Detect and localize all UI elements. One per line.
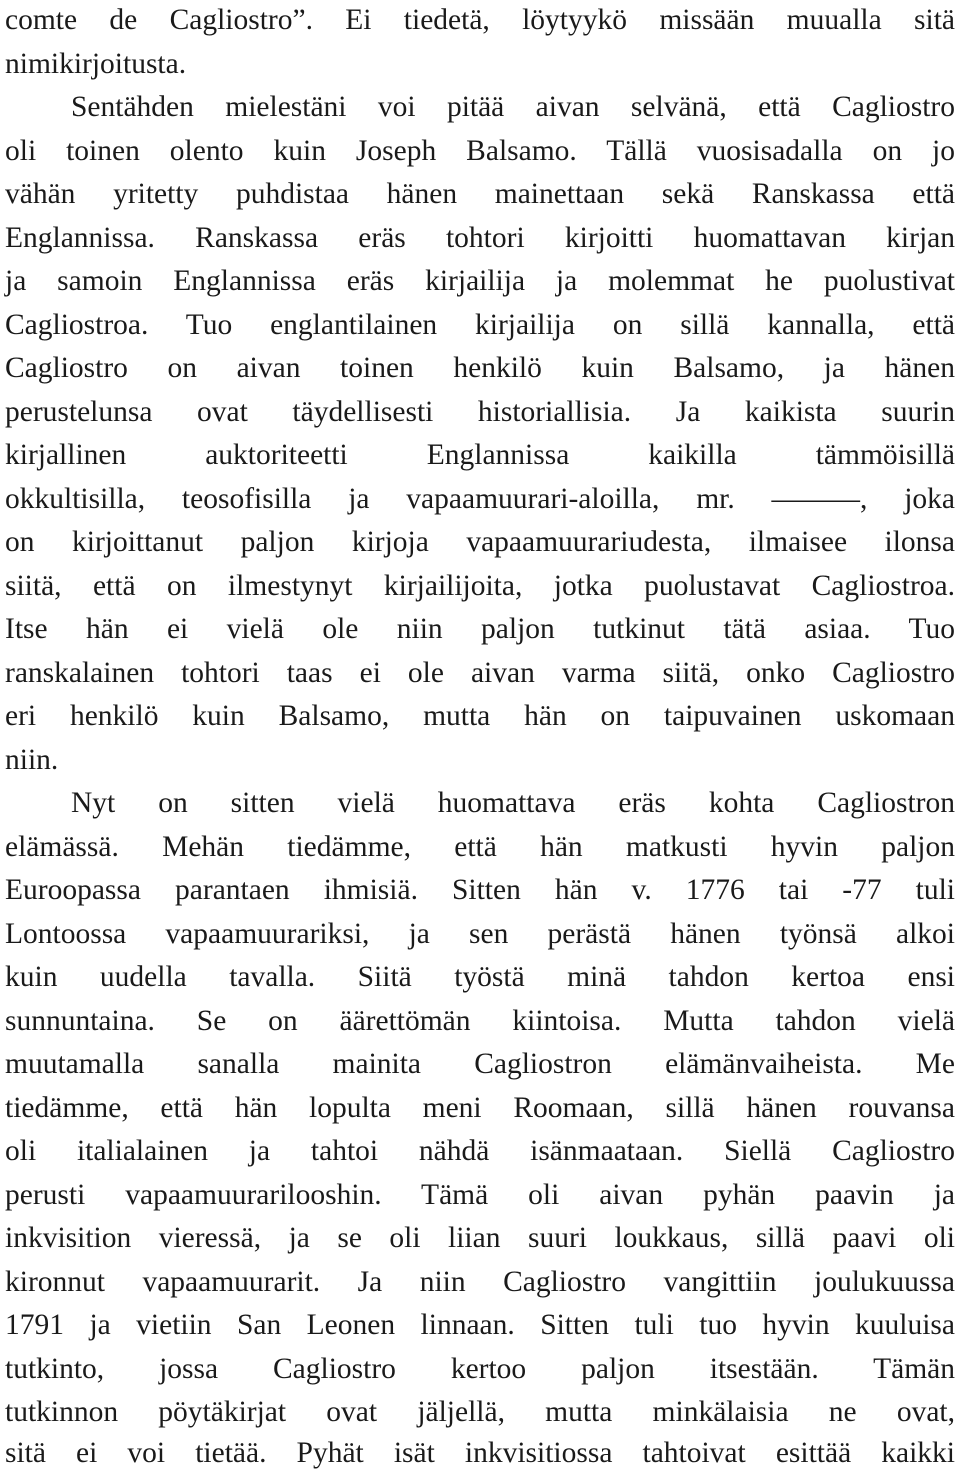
- text-line: Cagliostroa. Tuo englantilainen kirjailija on sillä kannalla, että: [5, 308, 955, 341]
- text-line: kironnut vapaamuurarit. Ja niin Cagliostro vangittiin joulukuussa: [5, 1265, 955, 1298]
- text-line: nimikirjoitusta.: [5, 47, 187, 80]
- text-line: Cagliostro on aivan toinen henkilö kuin Balsamo, ja hänen: [5, 352, 955, 384]
- text-line: kuin uudella tavalla. Siitä työstä minä tahdon kertoa ensi: [5, 961, 955, 993]
- text-line: Euroopassa parantaen ihmisiä. Sitten hän v. 1776 tai -77 tuli: [5, 874, 955, 906]
- text-line: ja samoin Englannissa eräs kirjailija ja molemmat he puolustivat: [5, 265, 955, 297]
- text-line: Nyt on sitten vielä huomattava eräs kohta Cagliostron: [71, 787, 955, 819]
- text-line: ranskalainen tohtori taas ei ole aivan varma siitä, onko Cagliostro: [5, 656, 955, 689]
- text-line: kirjallinen auktoriteetti Englannissa kaikilla tämmöisillä: [5, 439, 955, 471]
- text-line: Sentähden mielestäni voi pitää aivan selvänä, että Cagliostro: [71, 91, 955, 123]
- text-line: sitä ei voi tietää. Pyhät isät inkvisitiossa tahtoivat esittää kaikki: [5, 1437, 955, 1469]
- text-line: tiedämme, että hän lopulta meni Roomaan, sillä hänen rouvansa: [5, 1091, 955, 1124]
- text-line: oli toinen olento kuin Joseph Balsamo. Tällä vuosisadalla on jo: [5, 134, 955, 167]
- text-line: perustelunsa ovat täydellisesti historiallisia. Ja kaikista suurin: [5, 395, 955, 428]
- text-line: Englannissa. Ranskassa eräs tohtori kirjoitti huomattavan kirjan: [5, 221, 955, 254]
- text-line: on kirjoittanut paljon kirjoja vapaamuurariudesta, ilmaisee ilonsa: [5, 526, 955, 558]
- text-line: eri henkilö kuin Balsamo, mutta hän on taipuvainen uskomaan: [5, 700, 955, 732]
- text-line: perusti vapaamuurarilooshin. Tämä oli aivan pyhän paavin ja: [5, 1178, 955, 1211]
- text-line: comte de Cagliostro”. Ei tiedetä, löytyykö missään muualla sitä: [5, 4, 955, 36]
- text-line: muutamalla sanalla mainita Cagliostron elämänvaiheista. Me: [5, 1048, 955, 1080]
- text-line: 1791 ja vietiin San Leonen linnaan. Sitten tuli tuo hyvin kuuluisa: [5, 1309, 955, 1341]
- text-line: oli italialainen ja tahtoi nähdä isänmaataan. Siellä Cagliostro: [5, 1135, 955, 1167]
- text-line: tutkinto, jossa Cagliostro kertoo paljon itsestään. Tämän: [5, 1352, 955, 1385]
- text-line: niin.: [5, 743, 59, 776]
- text-line: siitä, että on ilmestynyt kirjailijoita, jotka puolustavat Cagliostroa.: [5, 569, 955, 602]
- text-line: elämässä. Mehän tiedämme, että hän matkusti hyvin paljon: [5, 830, 955, 863]
- text-line: vähän yritetty puhdistaa hänen mainettaan sekä Ranskassa että: [5, 178, 955, 210]
- text-line: okkultisilla, teosofisilla ja vapaamuurari-aloilla, mr. ———, joka: [5, 482, 955, 515]
- text-line: tutkinnon pöytäkirjat ovat jäljellä, mutta minkälaisia ne ovat,: [5, 1396, 955, 1428]
- text-line: inkvisition vieressä, ja se oli liian suuri loukkaus, sillä paavi oli: [5, 1222, 955, 1254]
- text-line: sunnuntaina. Se on äärettömän kiintoisa. Mutta tahdon vielä: [5, 1004, 955, 1037]
- text-line: Lontoossa vapaamuurariksi, ja sen perästä hänen työnsä alkoi: [5, 917, 955, 950]
- text-line: Itse hän ei vielä ole niin paljon tutkinut tätä asiaa. Tuo: [5, 613, 955, 645]
